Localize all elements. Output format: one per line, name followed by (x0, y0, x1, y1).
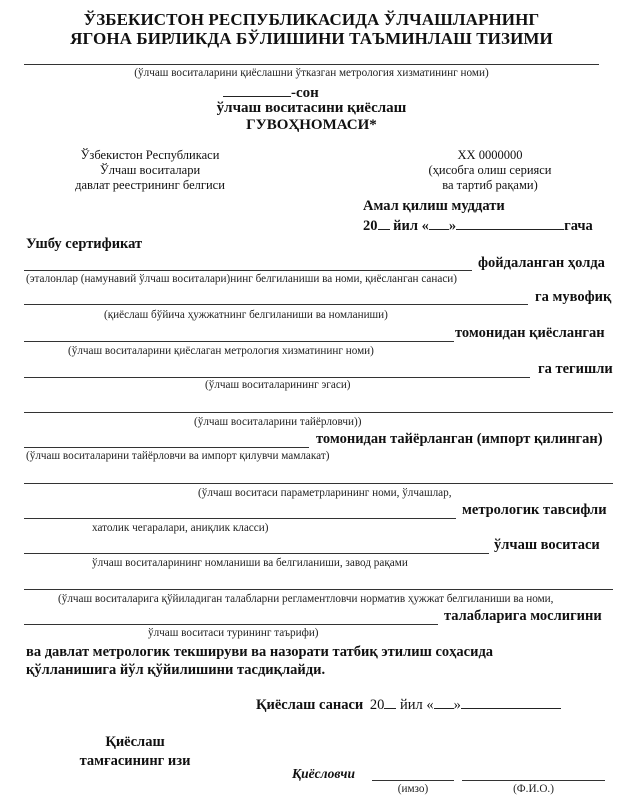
field-hint-etalon: (эталонлар (намунавий ўлчаш воситалари)нинг белгиланиши ва номи, қиёсланган санаси) (26, 273, 458, 285)
serial-number-block (400, 148, 580, 193)
verifier-label: Қиёсловчи (292, 766, 355, 781)
full-name-field[interactable] (462, 780, 605, 781)
validity-date-row (363, 216, 593, 235)
date-day-field[interactable] (434, 695, 454, 709)
field-label-requirements: талабларига мослигини (444, 608, 602, 624)
service-name-hint: (ўлчаш воситаларини қиёслашни ўтказган метрология хизматининг номи) (134, 67, 489, 79)
conclusion-line-2: қўлланишига йўл қўйилишини тасдиқлайди. (26, 662, 326, 678)
date-quote-close: » (453, 697, 461, 713)
field-hint-owner: (ўлчаш воситаларининг эгаси) (205, 379, 351, 391)
validity-month-field[interactable] (456, 216, 564, 230)
field-label-etalon: фойдаланган ҳолда (478, 255, 605, 271)
registry-line-2: Ўлчаш воситалари (99, 163, 201, 177)
field-hint-manufacturer: (ўлчаш воситаларини тайёрловчи)) (194, 416, 362, 428)
serial-hint-line-1: (ҳисобга олиш серияси (428, 163, 552, 177)
etalon-field[interactable] (24, 270, 472, 271)
registry-mark-block (50, 148, 250, 193)
validity-year-word: йил « (393, 218, 429, 234)
field-label-procedure: га мувофиқ (535, 289, 612, 305)
field-label-metrological: метрологик тавсифли (462, 502, 607, 518)
full-name-hint: (Ф.И.О.) (513, 783, 554, 795)
serial-number: XX 0000000 (457, 148, 523, 162)
field-hint-type-description: ўлчаш воситаси турининг таърифи) (148, 627, 319, 639)
date-year-prefix: 20 (369, 697, 385, 713)
validity-label: Амал қилиш муддати (363, 198, 505, 214)
validity-quote-close: » (448, 218, 457, 234)
date-year-word: йил « (400, 697, 434, 713)
owner-field[interactable] (24, 377, 530, 378)
metrological-characteristics-field[interactable] (24, 518, 456, 519)
field-hint-metrological: хатолик чегаралари, аниқлик класси) (92, 522, 269, 534)
signature-hint: (имзо) (397, 783, 429, 795)
certificate-title-line-1: ўлчаш воситасини қиёслаш (216, 100, 407, 116)
field-hint-instrument: ўлчаш воситаларининг номланиши ва белгиланиши, завод рақами (92, 557, 408, 569)
manufacturer-country-field[interactable] (24, 447, 309, 448)
verifying-service-field[interactable] (24, 341, 454, 342)
service-name-field[interactable] (24, 64, 599, 65)
instrument-name-field[interactable] (24, 553, 489, 554)
field-label-manufactured-by: томонидан тайёрланган (импорт қилинган) (316, 431, 603, 447)
normative-document-field[interactable] (24, 589, 613, 590)
stamp-line-1: Қиёслаш (105, 734, 165, 750)
procedure-document-field[interactable] (24, 304, 528, 305)
number-suffix: -сон (291, 85, 319, 101)
registry-line-3: давлат реестрининг белгиси (75, 178, 225, 192)
conclusion-line-1: ва давлат метрологик текшируви ва назорати татбиқ этилиш соҳасида (26, 644, 494, 660)
signature-field[interactable] (372, 780, 454, 781)
document-title-line-2: ЯГОНА БИРЛИКДА БЎЛИШИНИ ТАЪМИНЛАШ ТИЗИМИ (70, 29, 553, 48)
manufacturer-field[interactable] (24, 412, 613, 413)
parameters-field[interactable] (24, 483, 613, 484)
date-month-field[interactable] (461, 695, 561, 709)
field-hint-procedure: (қиёслаш бўйича ҳужжатнинг белгиланиши ва номланиши) (104, 309, 388, 321)
field-hint-verified-by: (ўлчаш воситаларини қиёслаган метрология хизматининг номи) (68, 345, 374, 357)
verification-date-label: Қиёслаш санаси (256, 697, 364, 713)
field-label-verified-by: томонидан қиёсланган (455, 325, 605, 341)
date-year-field[interactable] (384, 695, 396, 709)
field-label-owner: га тегишли (538, 361, 613, 377)
serial-hint-line-2: ва тартиб рақами) (442, 178, 538, 192)
registry-line-1: Ўзбекистон Республикаси (80, 148, 220, 162)
certificate-title-line-2: ГУВОҲНОМАСИ* (246, 117, 377, 133)
verification-date-row (256, 695, 561, 714)
field-hint-parameters: (ўлчаш воситаси параметрларининг номи, ўлчашлар, (198, 487, 452, 499)
certificate-number-field[interactable] (223, 83, 291, 97)
stamp-area (60, 733, 210, 771)
validity-year-prefix: 20 (363, 218, 378, 234)
validity-year-field[interactable] (378, 216, 390, 230)
field-hint-normative: (ўлчаш воситаларига қўйиладиган талабларни регламентловчи норматив ҳужжат белгиланиши ва номи, (58, 593, 554, 605)
field-label-instrument: ўлчаш воситаси (494, 537, 600, 553)
intro-label: Ушбу сертификат (26, 236, 143, 252)
requirements-field[interactable] (24, 624, 438, 625)
document-title-line-1: ЎЗБЕКИСТОН РЕСПУБЛИКАСИДА ЎЛЧАШЛАРНИНГ (83, 10, 540, 29)
validity-suffix: гача (564, 218, 593, 234)
field-hint-country: (ўлчаш воситаларини тайёрловчи ва импорт қилувчи мамлакат) (26, 450, 330, 462)
validity-day-field[interactable] (429, 216, 449, 230)
stamp-line-2: тамғасининг изи (79, 753, 191, 769)
